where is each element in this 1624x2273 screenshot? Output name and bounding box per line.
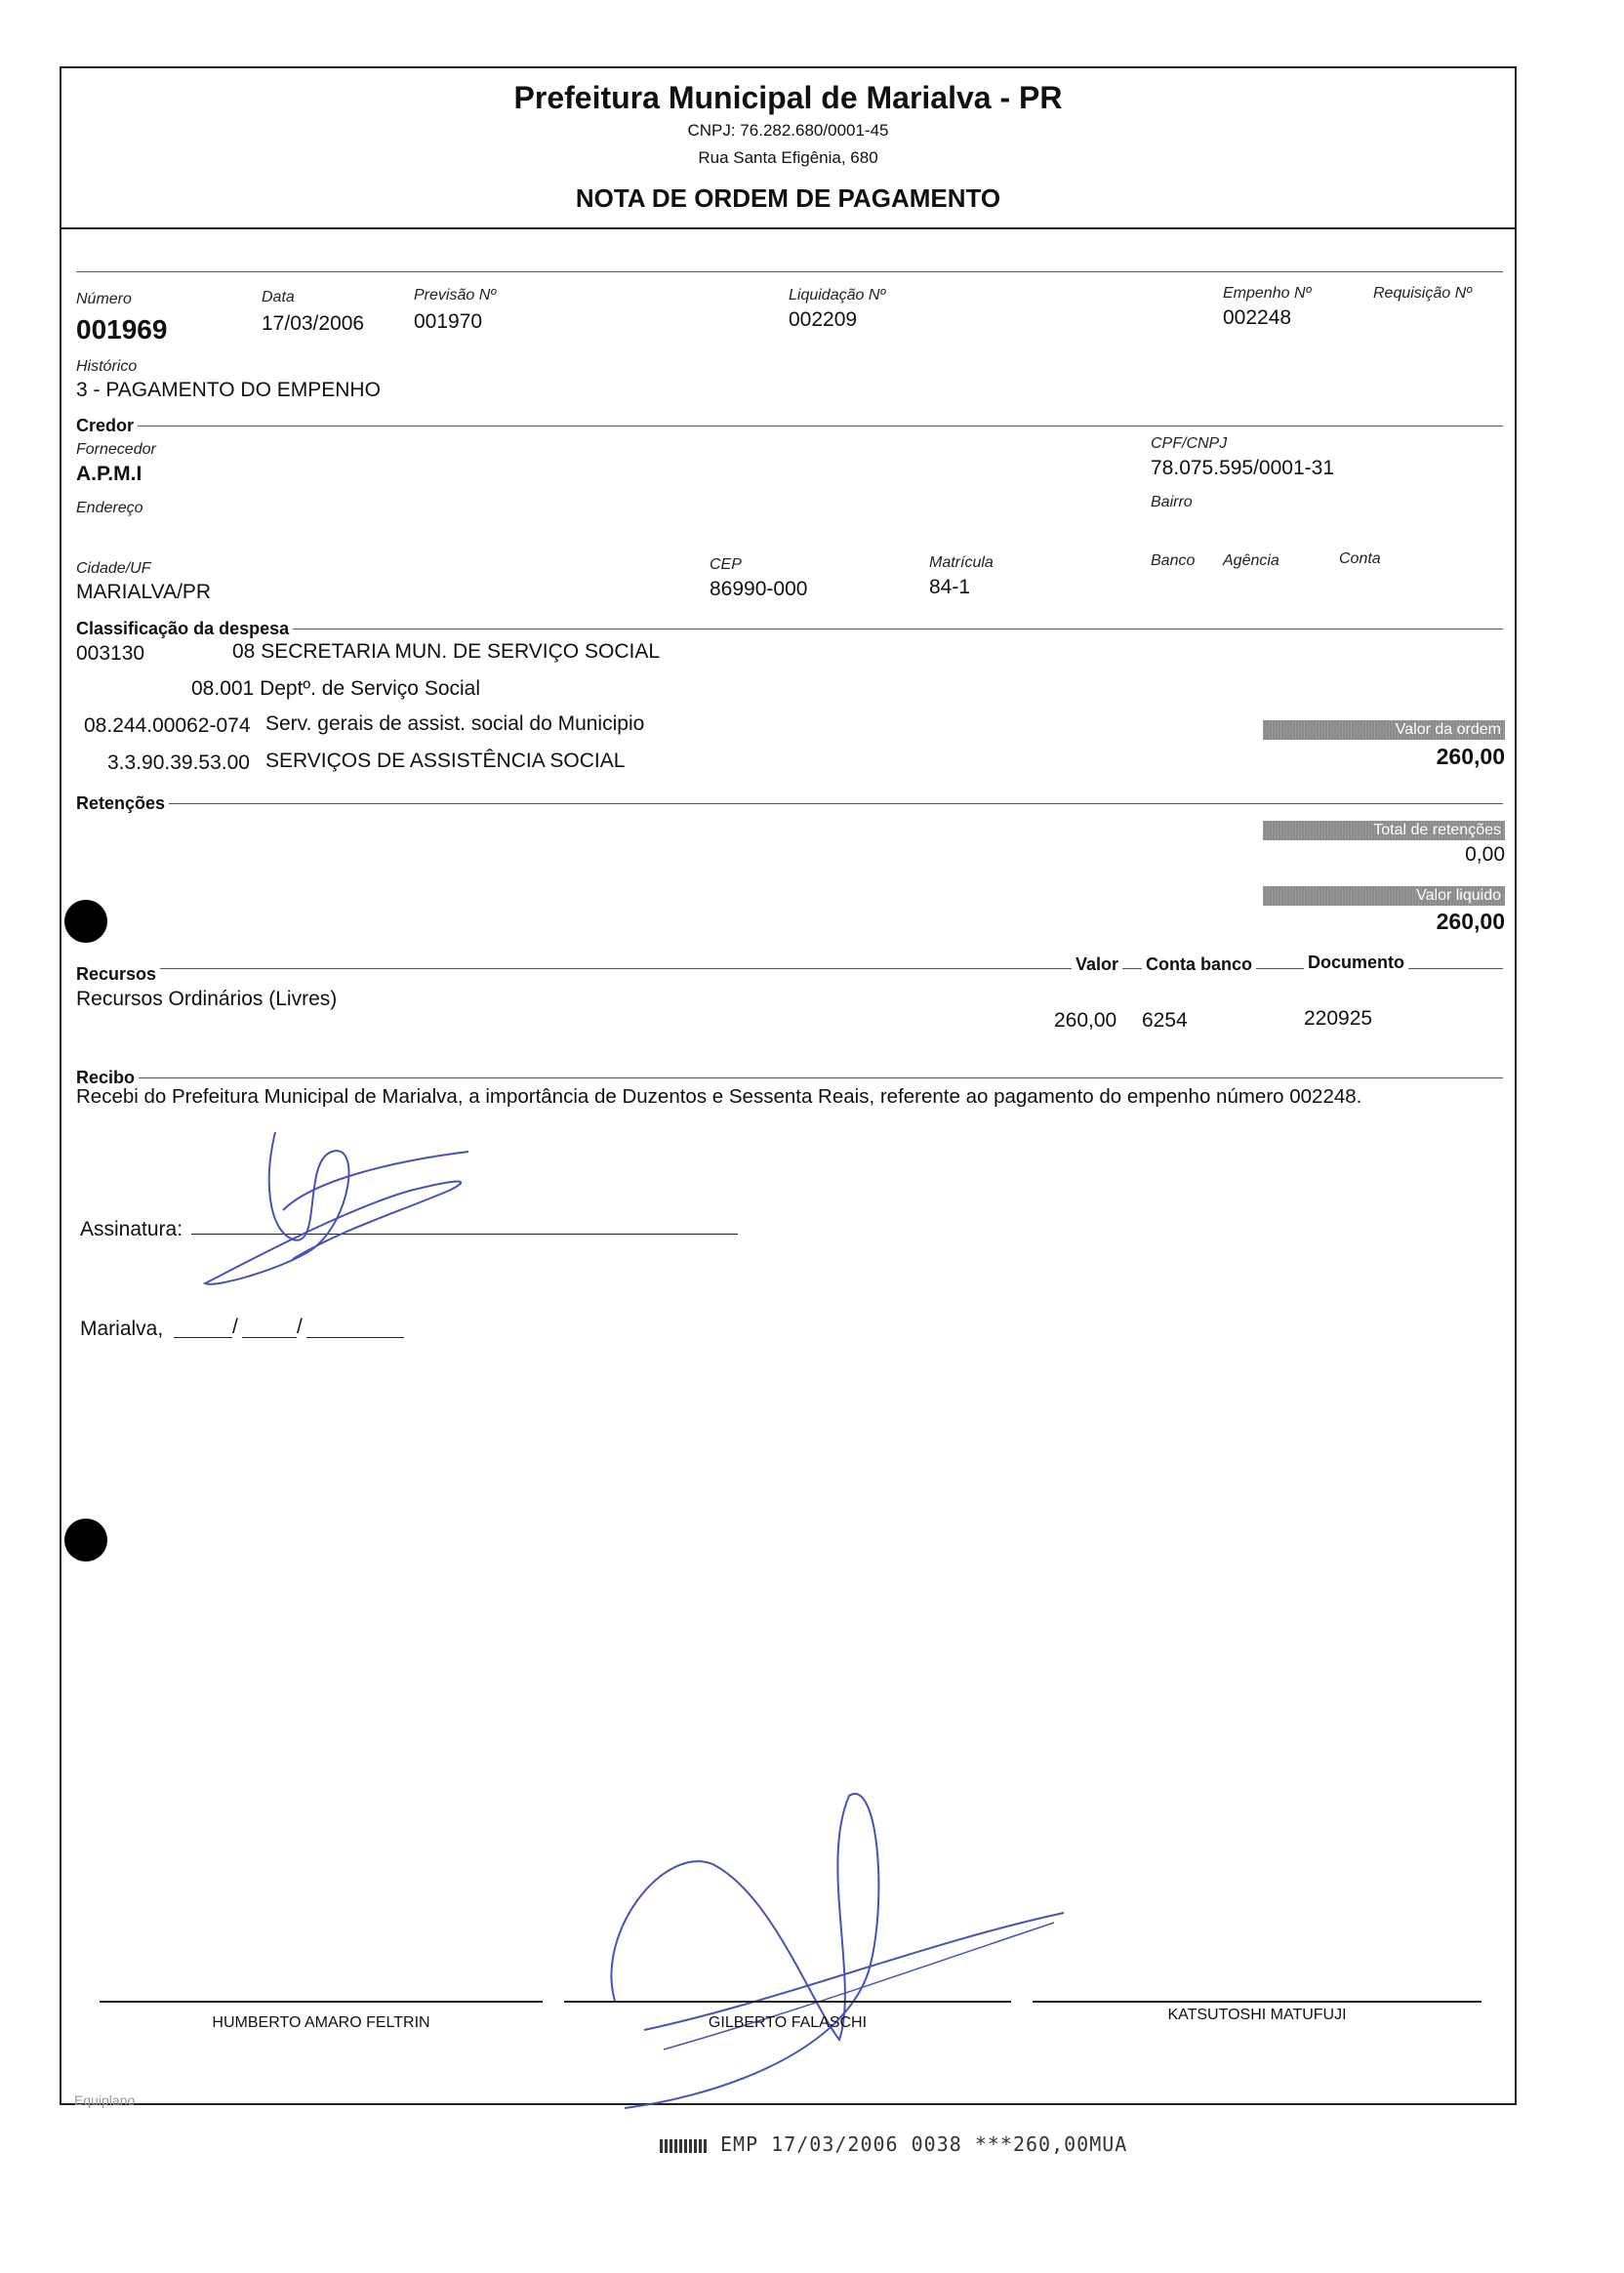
- valor-ordem-value: 260,00: [1436, 744, 1505, 769]
- liquidacao-label: Liquidação Nº: [789, 287, 886, 304]
- classificacao-code-4: 3.3.90.39.53.00: [107, 751, 250, 774]
- recursos-documento-label: Documento: [1304, 953, 1408, 973]
- classificacao-text-3: Serv. gerais de assist. social do Municipio: [265, 712, 645, 735]
- liquidacao-value: 002209: [789, 308, 858, 331]
- fornecedor-value: A.P.M.I: [76, 463, 142, 485]
- numero-value: 001969: [76, 314, 168, 345]
- local-label: Marialva,: [80, 1318, 164, 1340]
- valor-ordem-label: Valor da ordem: [1263, 720, 1505, 740]
- classificacao-code-1: 003130: [76, 642, 145, 665]
- total-retencoes-value: 0,00: [1465, 843, 1505, 866]
- previsao-value: 001970: [414, 310, 483, 333]
- cidade-value: MARIALVA/PR: [76, 581, 212, 603]
- handwritten-signature: [195, 1122, 488, 1298]
- recursos-heading: Recursos: [76, 964, 160, 985]
- data-label: Data: [262, 289, 295, 305]
- classificacao-text-4: SERVIÇOS DE ASSISTÊNCIA SOCIAL: [265, 750, 626, 772]
- retencoes-rule: [76, 803, 1503, 804]
- recursos-documento: 220925: [1304, 1007, 1373, 1030]
- valor-liquido-value: 260,00: [1436, 909, 1505, 934]
- signatory-3: KATSUTOSHI MATUFUJI: [1167, 2007, 1347, 2023]
- header-divider: [60, 227, 1517, 229]
- historico-label: Histórico: [76, 358, 138, 375]
- signatory-1: HUMBERTO AMARO FELTRIN: [212, 2014, 430, 2031]
- valor-liquido-label: Valor liquido: [1263, 886, 1505, 906]
- classificacao-text-2: 08.001 Deptº. de Serviço Social: [191, 677, 481, 700]
- top-rule: [76, 271, 1503, 272]
- recibo-heading: Recibo: [76, 1068, 139, 1088]
- total-retencoes-label: Total de retenções: [1263, 821, 1505, 840]
- recursos-valor-label: Valor: [1072, 954, 1122, 975]
- empenho-label: Empenho Nº: [1223, 285, 1312, 302]
- fornecedor-label: Fornecedor: [76, 441, 156, 458]
- matricula-label: Matrícula: [929, 554, 994, 571]
- cpf-value: 78.075.595/0001-31: [1151, 457, 1335, 479]
- recursos-conta: 6254: [1142, 1009, 1188, 1032]
- signature-line-3: [1033, 2001, 1482, 2003]
- credor-heading: Credor: [76, 416, 138, 436]
- signature-line-2: [564, 2001, 1011, 2003]
- agencia-label: Agência: [1223, 552, 1279, 569]
- punch-hole-bottom: [64, 1519, 107, 1562]
- equiplano-brand: Equiplano: [74, 2092, 136, 2108]
- stamp-text: EMP 17/03/2006 0038 ***260,00MUA: [720, 2132, 1128, 2156]
- recursos-conta-label: Conta banco: [1142, 954, 1256, 975]
- address-header: Rua Santa Efigênia, 680: [698, 148, 878, 167]
- signatory-2: GILBERTO FALASCHI: [708, 2014, 868, 2031]
- assinatura-label: Assinatura:: [80, 1218, 183, 1240]
- banco-label: Banco: [1151, 552, 1196, 569]
- numero-label: Número: [76, 291, 132, 307]
- signature-line-1: [100, 2001, 543, 2003]
- requisicao-label: Requisição Nº: [1373, 285, 1472, 302]
- conta-label: Conta: [1339, 550, 1381, 567]
- punch-hole-top: [64, 900, 107, 943]
- empenho-value: 002248: [1223, 306, 1292, 329]
- cep-label: CEP: [710, 556, 742, 573]
- municipality-title: Prefeitura Municipal de Marialva - PR: [513, 80, 1063, 115]
- cidade-label: Cidade/UF: [76, 560, 151, 577]
- retencoes-heading: Retenções: [76, 793, 169, 814]
- cpf-label: CPF/CNPJ: [1151, 435, 1228, 452]
- date-blank: / /: [174, 1318, 406, 1339]
- bank-stamp: [660, 2132, 1127, 2156]
- recursos-rule: [76, 968, 1503, 969]
- bairro-label: Bairro: [1151, 494, 1193, 510]
- document-title: NOTA DE ORDEM DE PAGAMENTO: [575, 183, 1001, 213]
- recibo-rule: [76, 1077, 1503, 1078]
- stamp-mark-icon: [660, 2139, 707, 2153]
- endereco-label: Endereço: [76, 500, 143, 516]
- cnpj-header: CNPJ: 76.282.680/0001-45: [687, 121, 889, 140]
- matricula-value: 84-1: [929, 576, 971, 598]
- recursos-valor: 260,00: [1054, 1009, 1117, 1032]
- cep-value: 86990-000: [710, 578, 808, 600]
- classificacao-code-3: 08.244.00062-074: [84, 714, 251, 737]
- previsao-label: Previsão Nº: [414, 287, 497, 304]
- data-value: 17/03/2006: [262, 312, 365, 335]
- classificacao-text-1: 08 SECRETARIA MUN. DE SERVIÇO SOCIAL: [232, 640, 661, 663]
- recibo-text: Recebi do Prefeitura Municipal de Marialva, a importância de Duzentos e Sessenta Reais, referente ao pagamento do empenho número 002248.: [76, 1085, 1362, 1108]
- classificacao-heading: Classificação da despesa: [76, 619, 293, 639]
- historico-value: 3 - PAGAMENTO DO EMPENHO: [76, 379, 381, 401]
- recursos-item: Recursos Ordinários (Livres): [76, 988, 338, 1010]
- handwritten-signature-2: [586, 1786, 1074, 2118]
